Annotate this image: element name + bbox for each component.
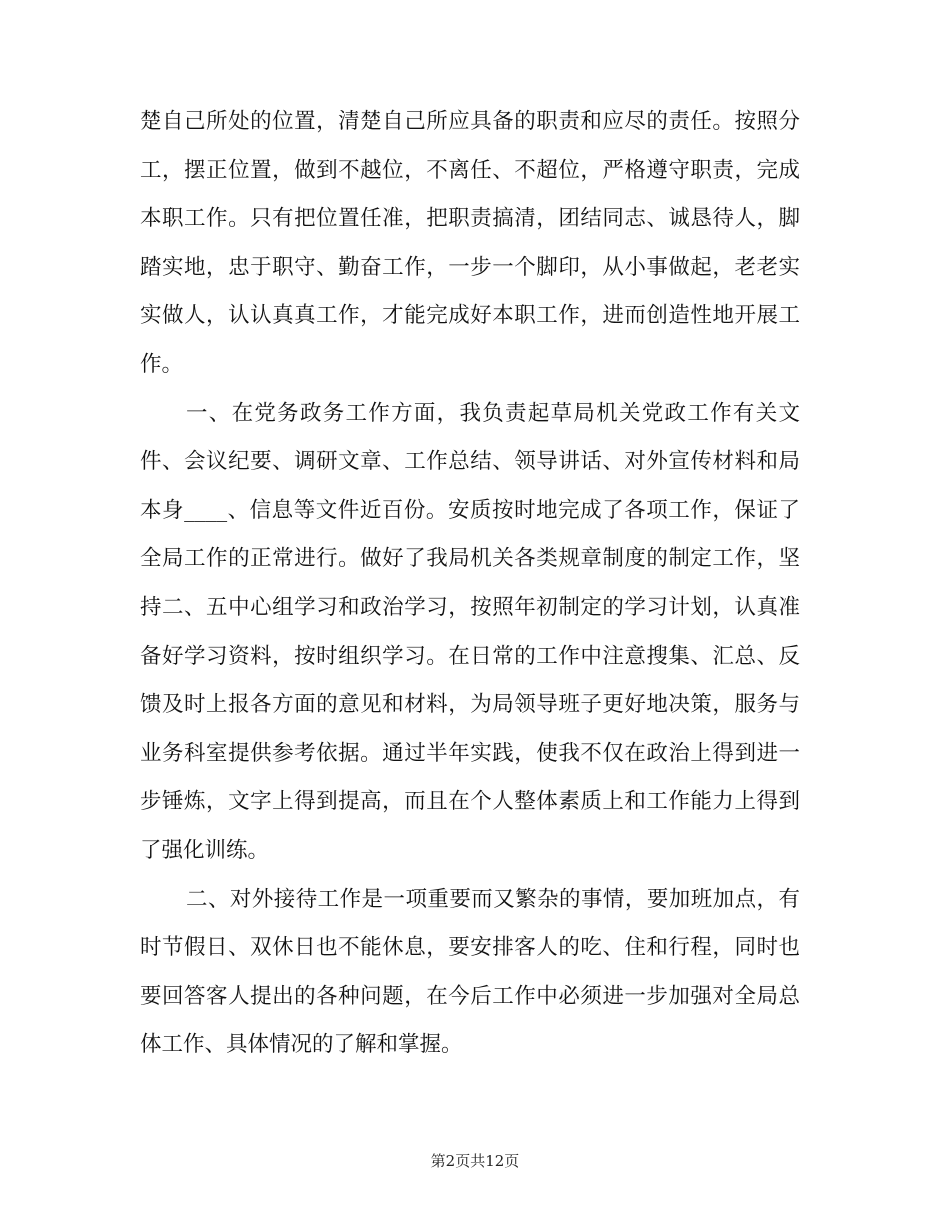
text-line: 时节假日、双休日也不能休息，要安排客人的吃、住和行程，同时也 xyxy=(140,935,800,961)
text-line: 件、会议纪要、调研文章、工作总结、领导讲话、对外宣传材料和局 xyxy=(140,449,800,475)
text-line: 实做人，认认真真工作，才能完成好本职工作，进而创造性地开展工 xyxy=(140,303,800,329)
text-line: 业务科室提供参考依据。通过半年实践，使我不仅在政治上得到进一 xyxy=(140,740,800,766)
text-line: 馈及时上报各方面的意见和材料，为局领导班子更好地决策，服务与 xyxy=(140,692,800,718)
text-line: 体工作、具体情况的了解和掌握。 xyxy=(140,1032,463,1058)
paragraph-3 xyxy=(140,876,800,1070)
text-line: 要回答客人提出的各种问题，在今后工作中必须进一步加强对全局总 xyxy=(140,983,800,1009)
paragraph-2 xyxy=(140,390,800,876)
text-line: 本身____、信息等文件近百份。安质按时地完成了各项工作，保证了 xyxy=(140,497,800,523)
text-line: 备好学习资料，按时组织学习。在日常的工作中注意搜集、汇总、反 xyxy=(140,643,800,669)
document-body xyxy=(140,98,800,1070)
text-line: 楚自己所处的位置，清楚自己所应具备的职责和应尽的责任。按照分 xyxy=(140,109,800,134)
text-line: 作。 xyxy=(140,351,184,377)
text-line: 步锤炼，文字上得到提高，而且在个人整体素质上和工作能力上得到 xyxy=(140,789,800,815)
text-line: 工，摆正位置，做到不越位，不离任、不超位，严格遵守职责，完成 xyxy=(140,157,800,183)
text-line: 全局工作的正常进行。做好了我局机关各类规章制度的制定工作，坚 xyxy=(140,546,800,572)
text-line: 二、对外接待工作是一项重要而又繁杂的事情，要加班加点，有 xyxy=(186,886,800,912)
page-number-footer: 第2页共12页 xyxy=(430,1152,520,1170)
paragraph-1 xyxy=(140,98,800,390)
text-line: 了强化训练。 xyxy=(140,837,270,863)
text-line: 踏实地，忠于职守、勤奋工作，一步一个脚印，从小事做起，老老实 xyxy=(140,254,800,280)
text-line: 持二、五中心组学习和政治学习，按照年初制定的学习计划，认真准 xyxy=(140,594,800,620)
text-line: 一、在党务政务工作方面，我负责起草局机关党政工作有关文 xyxy=(186,400,800,426)
text-line: 本职工作。只有把位置任准，把职责搞清，团结同志、诚恳待人，脚 xyxy=(140,206,800,232)
